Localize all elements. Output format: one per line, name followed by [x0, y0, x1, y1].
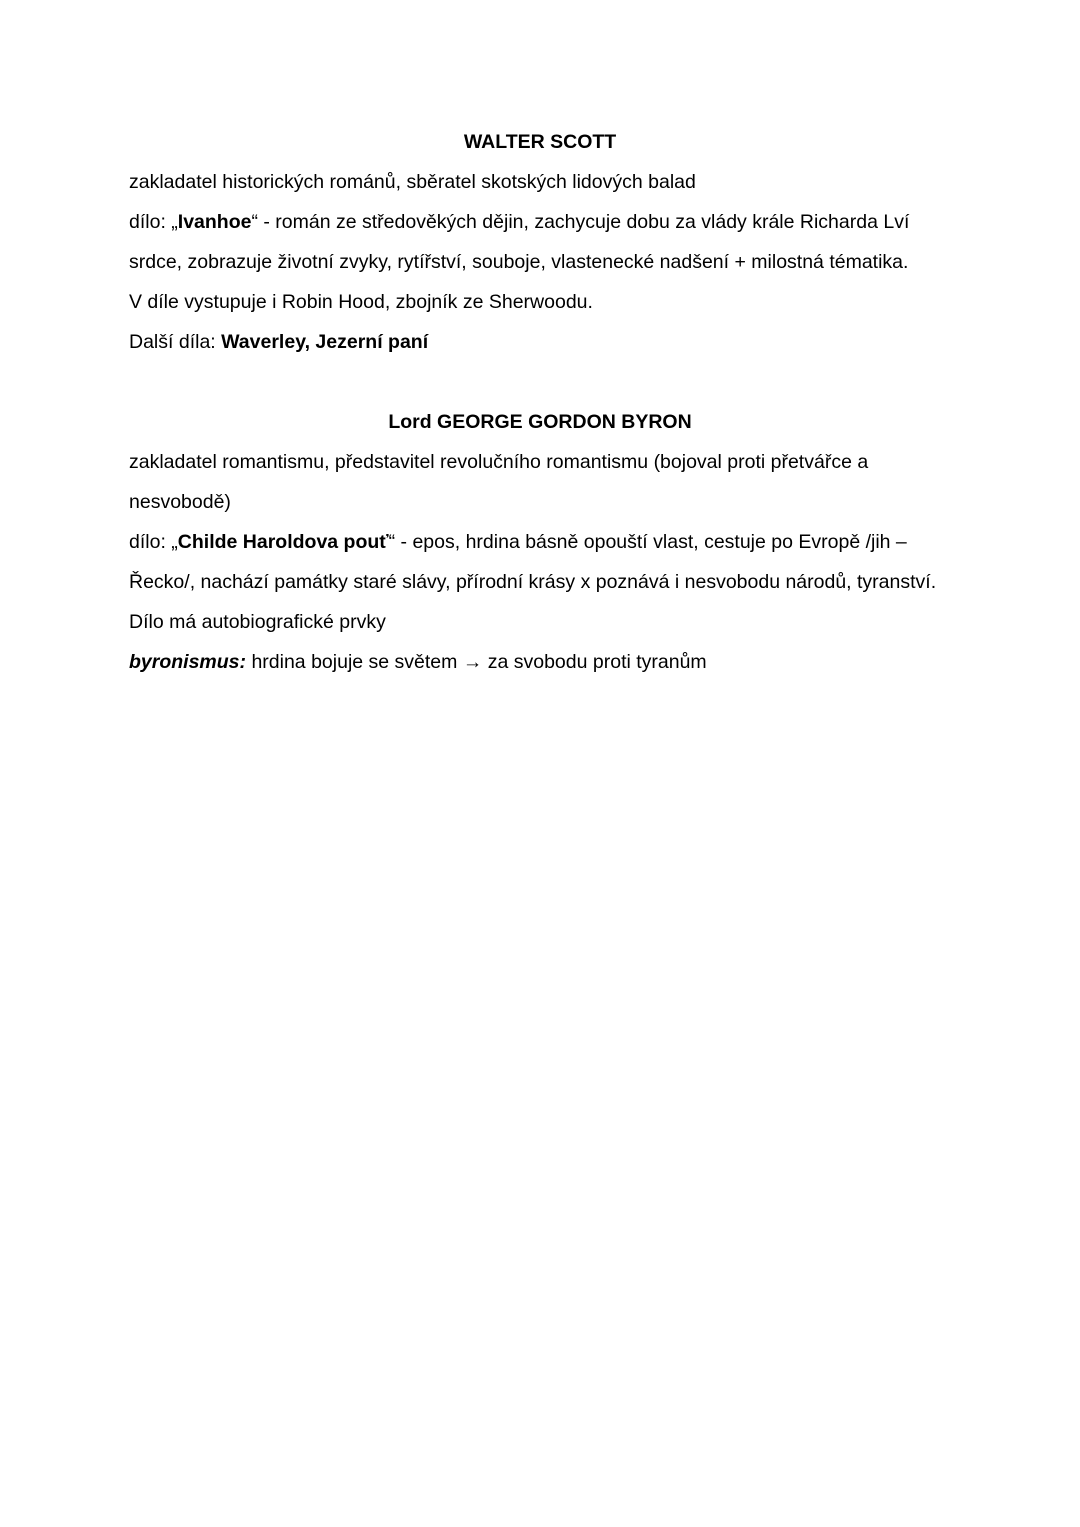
- scott-other-works: [129, 322, 951, 362]
- section-heading-walter-scott: WALTER SCOTT: [463, 131, 617, 153]
- section-heading-byron: Lord GEORGE GORDON BYRON: [388, 411, 692, 433]
- section-spacer: [129, 362, 951, 402]
- byronismus-text: hrdina bojuje se světem → za svobodu proti tyranům: [246, 651, 707, 673]
- other-works-label: Další díla:: [129, 331, 222, 353]
- work-title-childe-harold: Childe Haroldova pouť: [177, 531, 389, 553]
- byron-work-childe-harold: [129, 522, 951, 562]
- scott-description: zakladatel historických románů, sběratel skotských lidových balad: [129, 171, 696, 193]
- work-prefix: dílo: „: [129, 531, 178, 553]
- byron-description-cont: nesvobodě): [129, 491, 231, 513]
- byronismus-term: byronismus:: [129, 651, 247, 673]
- scott-work-description-cont: srdce, zobrazuje životní zvyky, rytířství, souboje, vlastenecké nadšení + milostná tématika.: [129, 251, 909, 273]
- work-prefix: dílo: „: [129, 211, 178, 233]
- work-description: “ - epos, hrdina básně opouští vlast, cestuje po Evropě /jih –: [388, 531, 907, 553]
- work-title-ivanhoe: Ivanhoe: [177, 211, 252, 233]
- document-page: [129, 122, 951, 682]
- other-works-titles: Waverley, Jezerní paní: [221, 331, 429, 353]
- scott-robin-hood-note: V díle vystupuje i Robin Hood, zbojník ze Sherwoodu.: [129, 291, 593, 313]
- byron-description: zakladatel romantismu, představitel revolučního romantismu (bojoval proti přetvářce a: [129, 451, 869, 473]
- byron-work-description-cont: Řecko/, nachází památky staré slávy, přírodní krásy x poznává i nesvobodu národů, tyranství.: [129, 571, 937, 593]
- byronismus-definition: [129, 642, 951, 682]
- byron-autobiographical-note: Dílo má autobiografické prvky: [129, 611, 386, 633]
- work-description: “ - román ze středověkých dějin, zachycuje dobu za vlády krále Richarda Lví: [251, 211, 910, 233]
- scott-work-ivanhoe: [129, 202, 951, 242]
